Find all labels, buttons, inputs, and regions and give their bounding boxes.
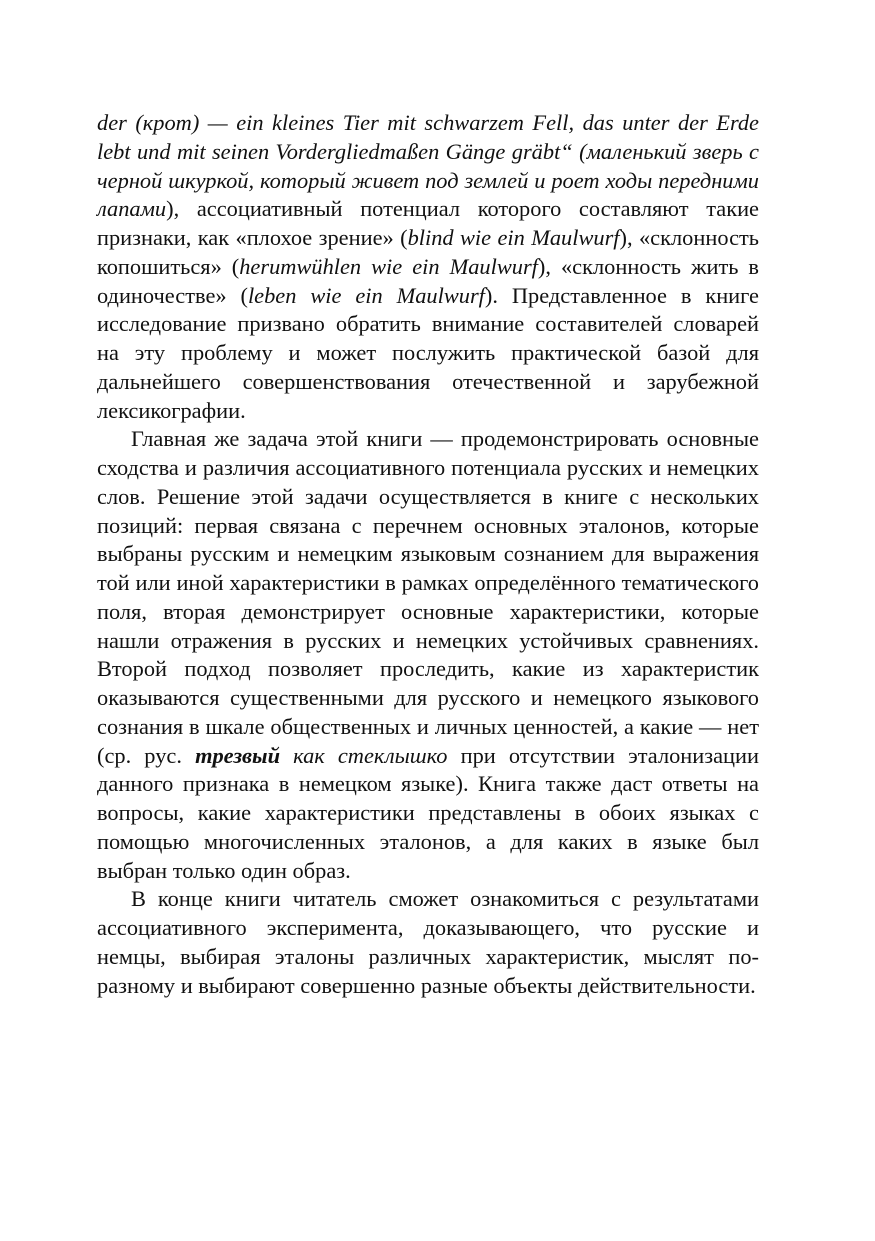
text-run: blind wie ein Maulwurf (407, 225, 620, 250)
text-run: трезвый (195, 742, 281, 768)
text-run: ). Представленное в книге исследование призвано обратить внимание составителей словарей на эту проблему и может послужить практической базой для дальнейшего совершенствования отечественной и зарубежной лексикографии. (97, 282, 759, 423)
text-run: как стеклышко (280, 742, 448, 768)
book-page (97, 109, 759, 1000)
paragraph-3 (97, 885, 759, 1000)
paragraph-1 (97, 109, 759, 425)
text-run: ), «склонность жить в одиночестве» ( (97, 253, 760, 308)
text-run: der (крот) — ein kleines Tier mit schwarzem Fell, das unter der Erde lebt und mit seinen Vordergliedmaßen Gänge gräbt“ (маленький зверь с черной шкуркой, который живет под землей и роет ходы передними лапами (97, 110, 759, 222)
text-run: Главная же задача этой книги — продемонстрировать основные сходства и различия ассоциативного потенциала русских и немецких слов. Решение этой задачи осуществляется в книге с нескольких позиций: первая связана с перечнем основных эталонов, которые выбраны русским и немецким языковым сознанием для выражения той или иной характеристики в рамках определённого тематического поля, вторая демонстрирует основные характеристики, которые нашли отражения в русских и немецких устойчивых сравнениях. Второй подход позволяет проследить, какие из характеристик оказываются существенными для русского и немецкого языкового сознания в шкале общественных и личных ценностей, а какие — нет (ср. рус. (97, 426, 759, 768)
text-run: herumwühlen wie ein Maulwurf (239, 253, 538, 279)
text-run: ), ассоциативный потенциал которого составляют такие признаки, как «плохое зрение» ( (97, 196, 759, 250)
text-run: ), «склонность копошиться» ( (97, 225, 760, 279)
text-run: leben wie ein Maulwurf (247, 282, 485, 308)
text-run: В конце книги читатель сможет ознакомиться с результатами ассоциативного эксперимента, доказывающего, что русские и немцы, выбирая эталоны различных характеристик, мыслят по-разному и выбирают совершенно разные объекты действительности. (97, 886, 759, 998)
text-run: при отсутствии эталонизации данного признака в немецком языке). Книга также даст ответы на вопросы, какие характеристики представлены в обоих языках с помощью многочисленных эталонов, а для каких в языке был выбран только один образ. (97, 742, 760, 883)
paragraph-2 (97, 425, 759, 885)
